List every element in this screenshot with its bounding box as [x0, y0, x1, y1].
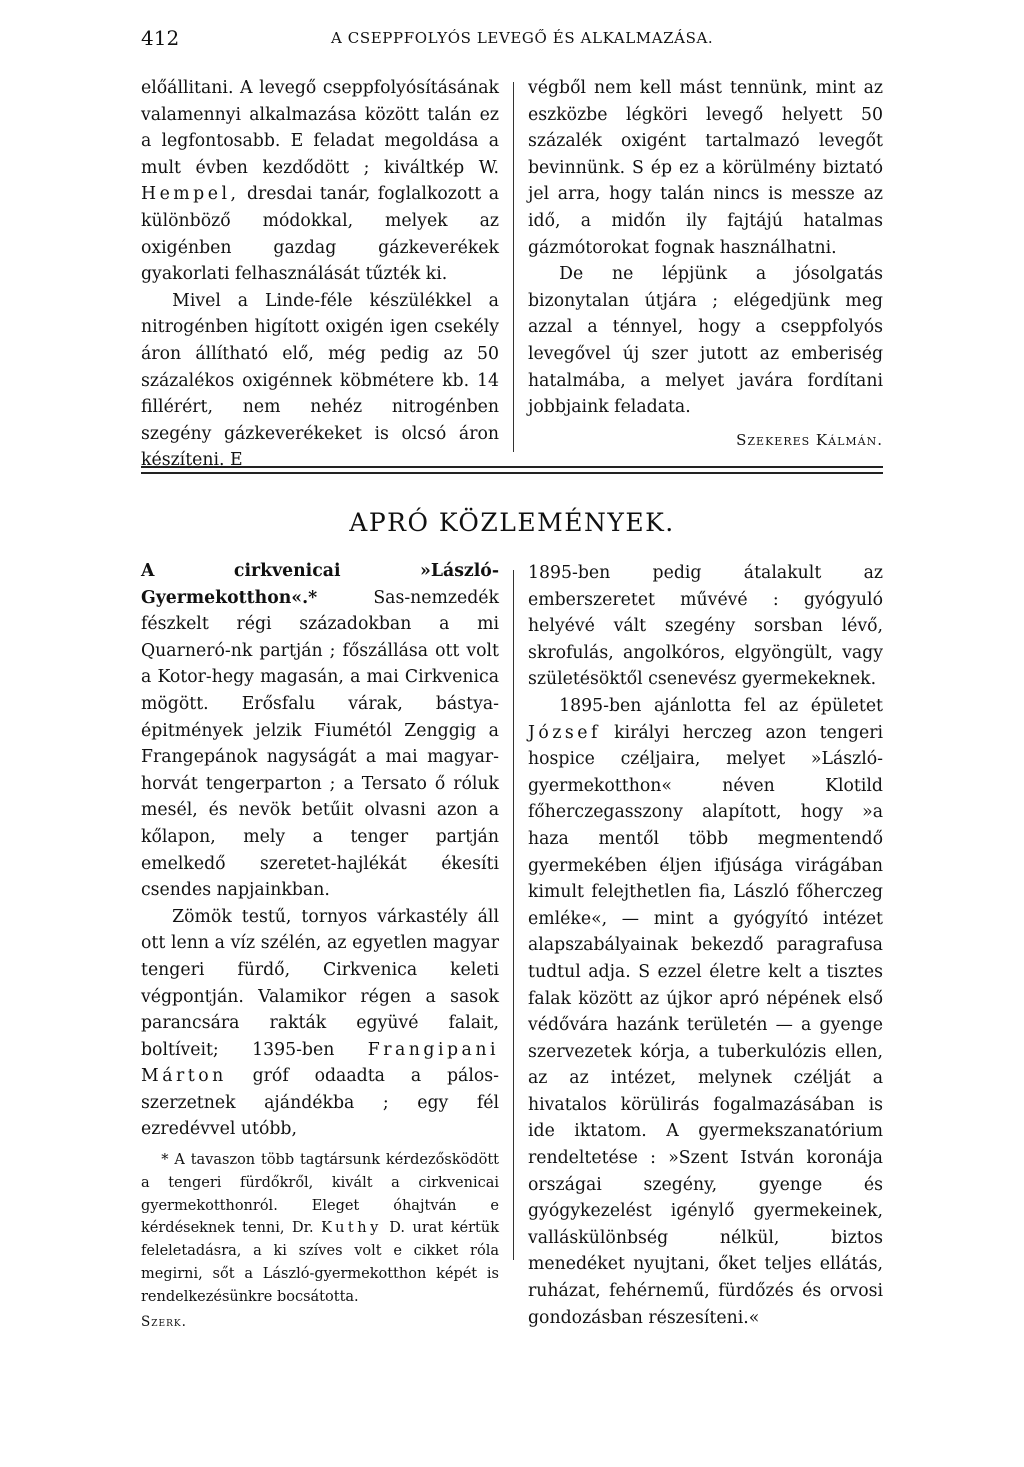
person-name: József — [528, 722, 601, 743]
text-run: királyi herczeg azon tengeri hospice czéljaira, melyet »László-gyermekotthon« néven Klotild főherczegasszony alapított, hogy »a haza mentől több megmentendő gyermekében éljen ifjúsága virágában kimult felejthetlen fia, László főherczeg emléke«, — mint a gyógyító intézet alapszabályainak bekezdő paragrafusa tudtul adja. S ezzel életre kelt a tisztes falak között az újkor apró népének első védővára hazánk területén — a gyenge szervezetek kórja, a tuberkulózis ellen, az az intézet, melynek czélját a hivatalos körülirás fogalmazásában is ide iktatom. A gyermekszanatórium rendeltetése : »Szent István koronája országai szegény, gyenge és gyógykezelést igénylő gyermekeinek, valláskülönbség nélkül, biztos menedéket nyujtani, őket teljes ellátás, ruházat, fehérnemű, fürdőzés és orvosi gondozásban részesíteni.« — [528, 722, 883, 1328]
person-name: Kuthy — [321, 1220, 382, 1237]
text-run: D. urat kértük feleletadásra, a ki szíves volt e cikket róla megirni, sőt a László-gyermekotthon képét is rendelkezésünkre bocsátotta. — [141, 1220, 499, 1305]
section-rule — [141, 472, 883, 474]
column-divider — [513, 570, 514, 1260]
section-rule — [141, 466, 883, 468]
article-title: A cirkvenicai »László-Gyermekotthon«.* — [141, 561, 499, 608]
paragraph — [141, 904, 499, 1143]
running-title: A CSEPPFOLYÓS LEVEGŐ ÉS ALKALMAZÁSA. — [331, 29, 714, 47]
author-signature: Szekeres Kálmán. — [736, 430, 883, 449]
person-name: Hempel, — [141, 184, 240, 205]
text-run: * A tavaszon több tagtársunk kérdezősködött a tengeri fürdőkről, kivált a cirkvenicai gyermekotthonról. Eleget óhajtván e kérdéseknek tenni, Dr. — [141, 1152, 499, 1237]
paragraph — [141, 75, 499, 288]
text-run: Zömök testű, tornyos várkastély áll ott lenn a víz szélén, az egyetlen magyar tengeri fürdő, Cirkvenica keleti végpontján. Valamikor régen a sasok parancsára rakták együvé falait, boltíveit; 1395-ben — [141, 906, 499, 1060]
text-run: 1895-ben ajánlotta fel az épületet — [559, 695, 883, 716]
editor-signature: Szerk. — [141, 1313, 187, 1330]
page-number: 412 — [141, 26, 180, 50]
paragraph: Mivel a Linde-féle készülékkel a nitrogénben higított oxigén igen csekély áron állítható elő, még pedig az 50 százalékos oxigénnek köbmétere kb. 14 fillérért, nem nehéz nitrogénben szegény gázkeverékeket is olcsó áron készíteni. E — [141, 290, 499, 471]
text-run: gróf odaadta a pálos-szerzetnek ajándékba ; egy fél ezredévvel utóbb, — [141, 1066, 499, 1140]
paragraph: De ne lépjünk a jósolgatás bizonytalan útjára ; elégedjünk meg azzal a ténnyel, hogy a cseppfolyós levegővel új szer jutott az emberiség hatalmába, a melyet javára fordítani jobbjaink feladata. — [528, 264, 883, 418]
text-run: Sas-nemzedék fészkelt régi századokban a mi Quarneró-nk partján ; főszállása ott volt a Kotor-hegy magasán, a mai Cirkvenica mögött. Erősfalu várak, bástya-épitmények jelzik Fiumétól Zenggig a Frangepánok nagyságát a mai magyar-horvát tengerparton ; a Tersato ő róluk mesél, és nevök betűit olvasni azon a kőlapon, mely a tenger partján emelkedő szeretet-hajlékát ékesíti csendes napjainkban. — [141, 587, 499, 901]
top-left-column — [141, 75, 499, 474]
person-name: Frangipani Márton — [141, 1039, 499, 1087]
paragraph — [141, 558, 499, 904]
footnote — [141, 1149, 499, 1309]
paragraph — [528, 693, 883, 1331]
bottom-left-column — [141, 558, 499, 1335]
column-divider — [513, 82, 514, 452]
paragraph: 1895-ben pedig átalakult az emberszeretet művévé : gyógyuló helyévé vált szegény sorsban lévő, skrofulás, angolkóros, elgyöngült, vagy születésöktől csenevész gyermekeknek. — [528, 563, 883, 690]
top-right-column — [528, 75, 883, 453]
section-title: APRÓ KÖZLEMÉNYEK. — [349, 508, 675, 537]
page-header — [141, 26, 894, 54]
bottom-right-column — [528, 560, 883, 1331]
text-run: előállitani. A levegő cseppfolyósításának valamennyi alkalmazása között talán ez a legfontosabb. E feladat megoldása a mult évben kezdődött ; kiváltkép W. — [141, 78, 499, 178]
paragraph: végből nem kell mást tennünk, mint az eszközbe légköri levegő helyett 50 százalék oxigént tartalmazó levegőt bevinnünk. S ép ez a körülmény biztató jel arra, hogy talán nincs is messze az idő, a midőn ily fajtájú hatalmas gázmótorokat fognak használhatni. — [528, 78, 883, 258]
text-run: dresdai tanár, foglalkozott a különböző módokkal, melyek az oxigénben gazdag gázkeverékek gyakorlati felhasználását tűzték ki. — [141, 184, 499, 285]
